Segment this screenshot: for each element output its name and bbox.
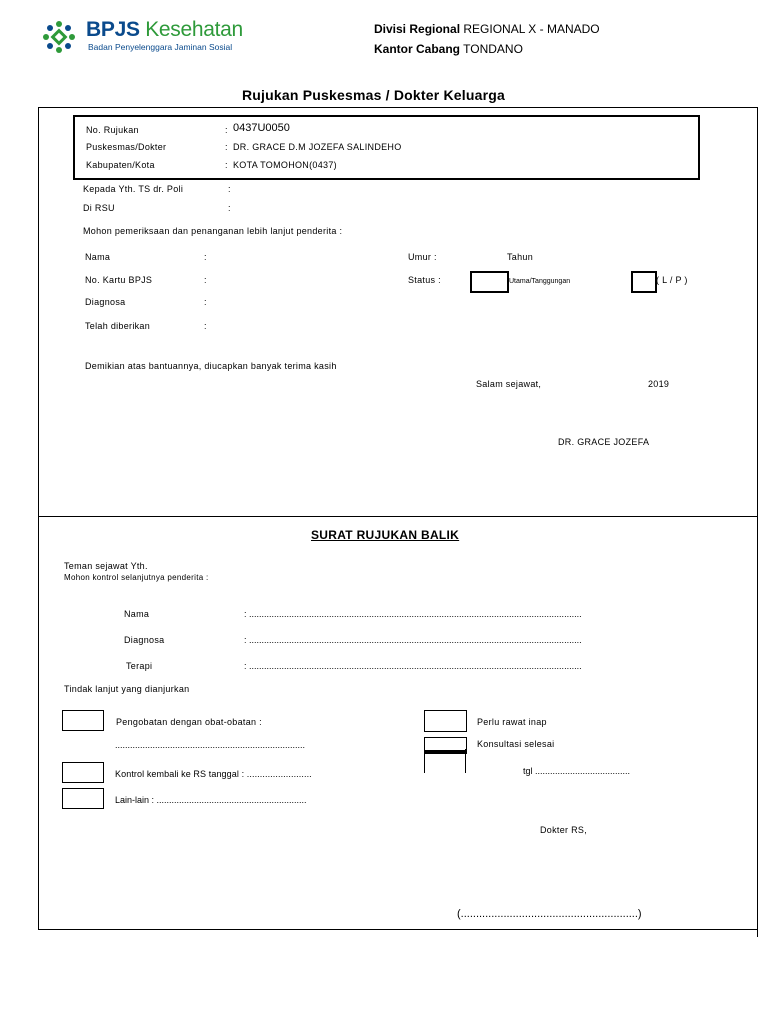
kantor-label: Kantor Cabang — [374, 42, 461, 56]
balik-diagnosa-dots: : ..................................................................................................................................... — [244, 635, 582, 645]
nama-label: Nama — [85, 252, 111, 262]
puskesmas-value: DR. GRACE D.M JOZEFA SALINDEHO — [233, 142, 402, 152]
no-rujukan-value: 0437U0050 — [233, 122, 290, 134]
puskesmas-label: Puskesmas/Dokter — [86, 142, 167, 152]
colon: : — [225, 125, 228, 135]
pengobatan-dots: ............................................................................ — [115, 740, 306, 750]
status-option: Utama/Tanggungan — [509, 278, 571, 285]
logo-name: BPJS — [86, 18, 140, 41]
kabupaten-label: Kabupaten/Kota — [86, 160, 155, 170]
signature-line: (..........................................................) — [457, 908, 642, 920]
balik-terapi-label: Terapi — [126, 661, 153, 671]
form-right-border — [757, 107, 758, 937]
logo-subtitle: Badan Penyelenggara Jaminan Sosial — [88, 42, 233, 52]
form-divider — [38, 516, 758, 517]
perlu-checkbox[interactable] — [424, 710, 467, 732]
balik-title: SURAT RUJUKAN BALIK — [311, 528, 460, 542]
no-rujukan-label: No. Rujukan — [86, 125, 139, 135]
mohon-text: Mohon pemeriksaan dan penanganan lebih lanjut penderita : — [83, 226, 343, 236]
balik-mohon-text: Mohon kontrol selanjutnya penderita : — [64, 573, 209, 582]
form-title: Rujukan Puskesmas / Dokter Keluarga — [242, 87, 505, 103]
konsultasi-checkbox[interactable] — [424, 737, 467, 754]
kontrol-label: Kontrol kembali ke RS tanggal : ......................... — [115, 769, 312, 779]
kabupaten-value: KOTA TOMOHON(0437) — [233, 160, 337, 170]
konsultasi-tick-right — [465, 749, 466, 773]
colon: : — [204, 297, 207, 307]
balik-nama-dots: : ..................................................................................................................................... — [244, 609, 582, 619]
umur-label: Umur : — [408, 252, 437, 262]
kantor-value: TONDANO — [463, 42, 523, 56]
balik-nama-label: Nama — [124, 609, 150, 619]
year-text: 2019 — [648, 379, 670, 389]
salam-text: Salam sejawat, — [476, 379, 542, 389]
dirsu-label: Di RSU — [83, 203, 115, 213]
colon: : — [228, 184, 231, 194]
lain-checkbox[interactable] — [62, 788, 104, 809]
tahun-label: Tahun — [507, 252, 534, 262]
colon: : — [204, 252, 207, 262]
diagnosa-label: Diagnosa — [85, 297, 126, 307]
konsultasi-label: Konsultasi selesai — [477, 739, 555, 749]
divisi-value: REGIONAL X - MANADO — [463, 22, 600, 36]
colon: : — [204, 275, 207, 285]
colon: : — [204, 321, 207, 331]
dokter-label: Dokter RS, — [540, 825, 588, 835]
tindak-text: Tindak lanjut yang dianjurkan — [64, 684, 190, 694]
kontrol-checkbox[interactable] — [62, 762, 104, 783]
form-bottom-border — [38, 929, 758, 930]
pengobatan-checkbox[interactable] — [62, 710, 104, 731]
status-checkbox[interactable] — [470, 271, 509, 293]
kartu-label: No. Kartu BPJS — [85, 275, 153, 285]
form-left-border — [38, 107, 39, 930]
bpjs-emblem-icon — [42, 20, 76, 54]
telah-label: Telah diberikan — [85, 321, 151, 331]
signature-name: DR. GRACE JOZEFA — [558, 437, 650, 447]
colon: : — [225, 160, 228, 170]
lain-label: Lain-lain : ............................................................ — [115, 795, 307, 805]
colon: : — [228, 203, 231, 213]
teman-text: Teman sejawat Yth. — [64, 561, 148, 571]
colon: : — [225, 142, 228, 152]
balik-terapi-dots: : ..................................................................................................................................... — [244, 661, 582, 671]
gender-checkbox[interactable] — [631, 271, 657, 293]
tgl-label: tgl ...................................... — [523, 766, 631, 776]
balik-diagnosa-label: Diagnosa — [124, 635, 165, 645]
kepada-label: Kepada Yth. TS dr. Poli — [83, 184, 184, 194]
divisi-label: Divisi Regional — [374, 22, 461, 36]
form-top-border — [38, 107, 758, 108]
pengobatan-label: Pengobatan dengan obat-obatan : — [116, 717, 262, 727]
logo-name-2: Kesehatan — [145, 18, 243, 41]
gender-option: ( L / P ) — [656, 275, 688, 285]
perlu-label: Perlu rawat inap — [477, 717, 547, 727]
demikian-text: Demikian atas bantuannya, diucapkan banyak terima kasih — [85, 361, 337, 371]
status-label: Status : — [408, 275, 441, 285]
konsultasi-tick-left — [424, 749, 425, 773]
